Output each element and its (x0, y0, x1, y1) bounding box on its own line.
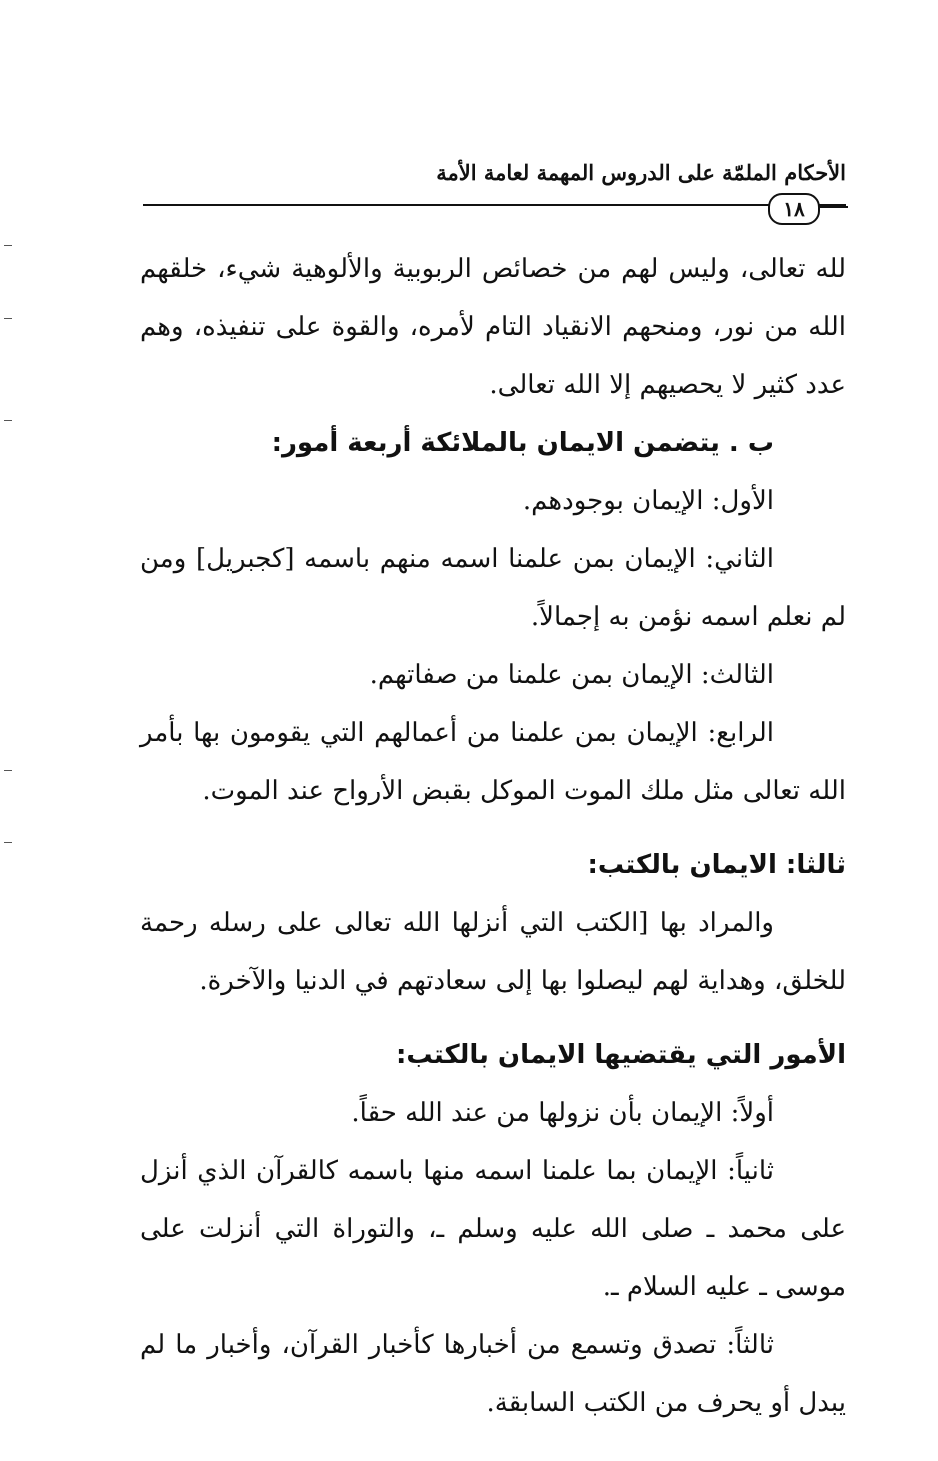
running-header-title: الأحكام الملمّة على الدروس المهمة لعامة الأمة (436, 160, 846, 185)
item-secondly: ثانياً: الإيمان بما علمنا اسمه منها باسمه كالقرآن الذي أنزل على محمد ـ صلى الله عليه وسلم ـ، والتوراة التي أنزلت على موسى ـ عليه السلام ـ. (140, 1156, 846, 1302)
margin-mark (4, 245, 12, 246)
item-thirdly: ثالثاً: تصدق وتسمع من أخبارها كأخبار القرآن، وأخبار ما لم يبدل أو يحرف من الكتب السابقة. (140, 1330, 846, 1418)
item-first: الأول: الإيمان بوجودهم. (522, 486, 774, 516)
section-heading-angels: ب . يتضمن الايمان بالملائكة أربعة أمور: (271, 428, 774, 458)
margin-mark (4, 318, 12, 319)
body-text (140, 240, 846, 1432)
header-rule (143, 204, 846, 206)
margin-mark (4, 842, 12, 843)
margin-mark (4, 770, 12, 771)
paragraph-continuation: لله تعالى، وليس لهم من خصائص الربوبية والألوهية شيء، خلقهم الله من نور، ومنحهم الانقياد التام لأمره، والقوة على تنفيذه، وهم عدد كثير لا يحصيهم إلا الله تعالى. (140, 254, 846, 400)
margin-mark (4, 420, 12, 421)
item-third: الثالث: الإيمان بمن علمنا من صفاتهم. (369, 660, 774, 690)
paragraph-books-definition: والمراد بها [الكتب التي أنزلها الله تعالى على رسله رحمة للخلق، وهداية لهم ليصلوا بها إلى سعادتهم في الدنيا والآخرة. (140, 908, 846, 996)
section-heading-books-requirements: الأمور التي يقتضيها الايمان بالكتب: (395, 1040, 846, 1070)
item-fourth: الرابع: الإيمان بمن علمنا من أعمالهم التي يقومون بها بأمر الله تعالى مثل ملك الموت الموكل بقبض الأرواح عند الموت. (140, 718, 846, 806)
item-second: الثاني: الإيمان بمن علمنا اسمه منهم باسمه [كجبريل] ومن لم نعلم اسمه نؤمن به إجمالاً. (140, 544, 846, 632)
page-number-tail (818, 206, 848, 208)
page-number: ١٨ (768, 193, 820, 225)
item-firstly: أولاً: الإيمان بأن نزولها من عند الله حقاً. (351, 1098, 774, 1128)
section-heading-books: ثالثا: الايمان بالكتب: (587, 850, 846, 880)
